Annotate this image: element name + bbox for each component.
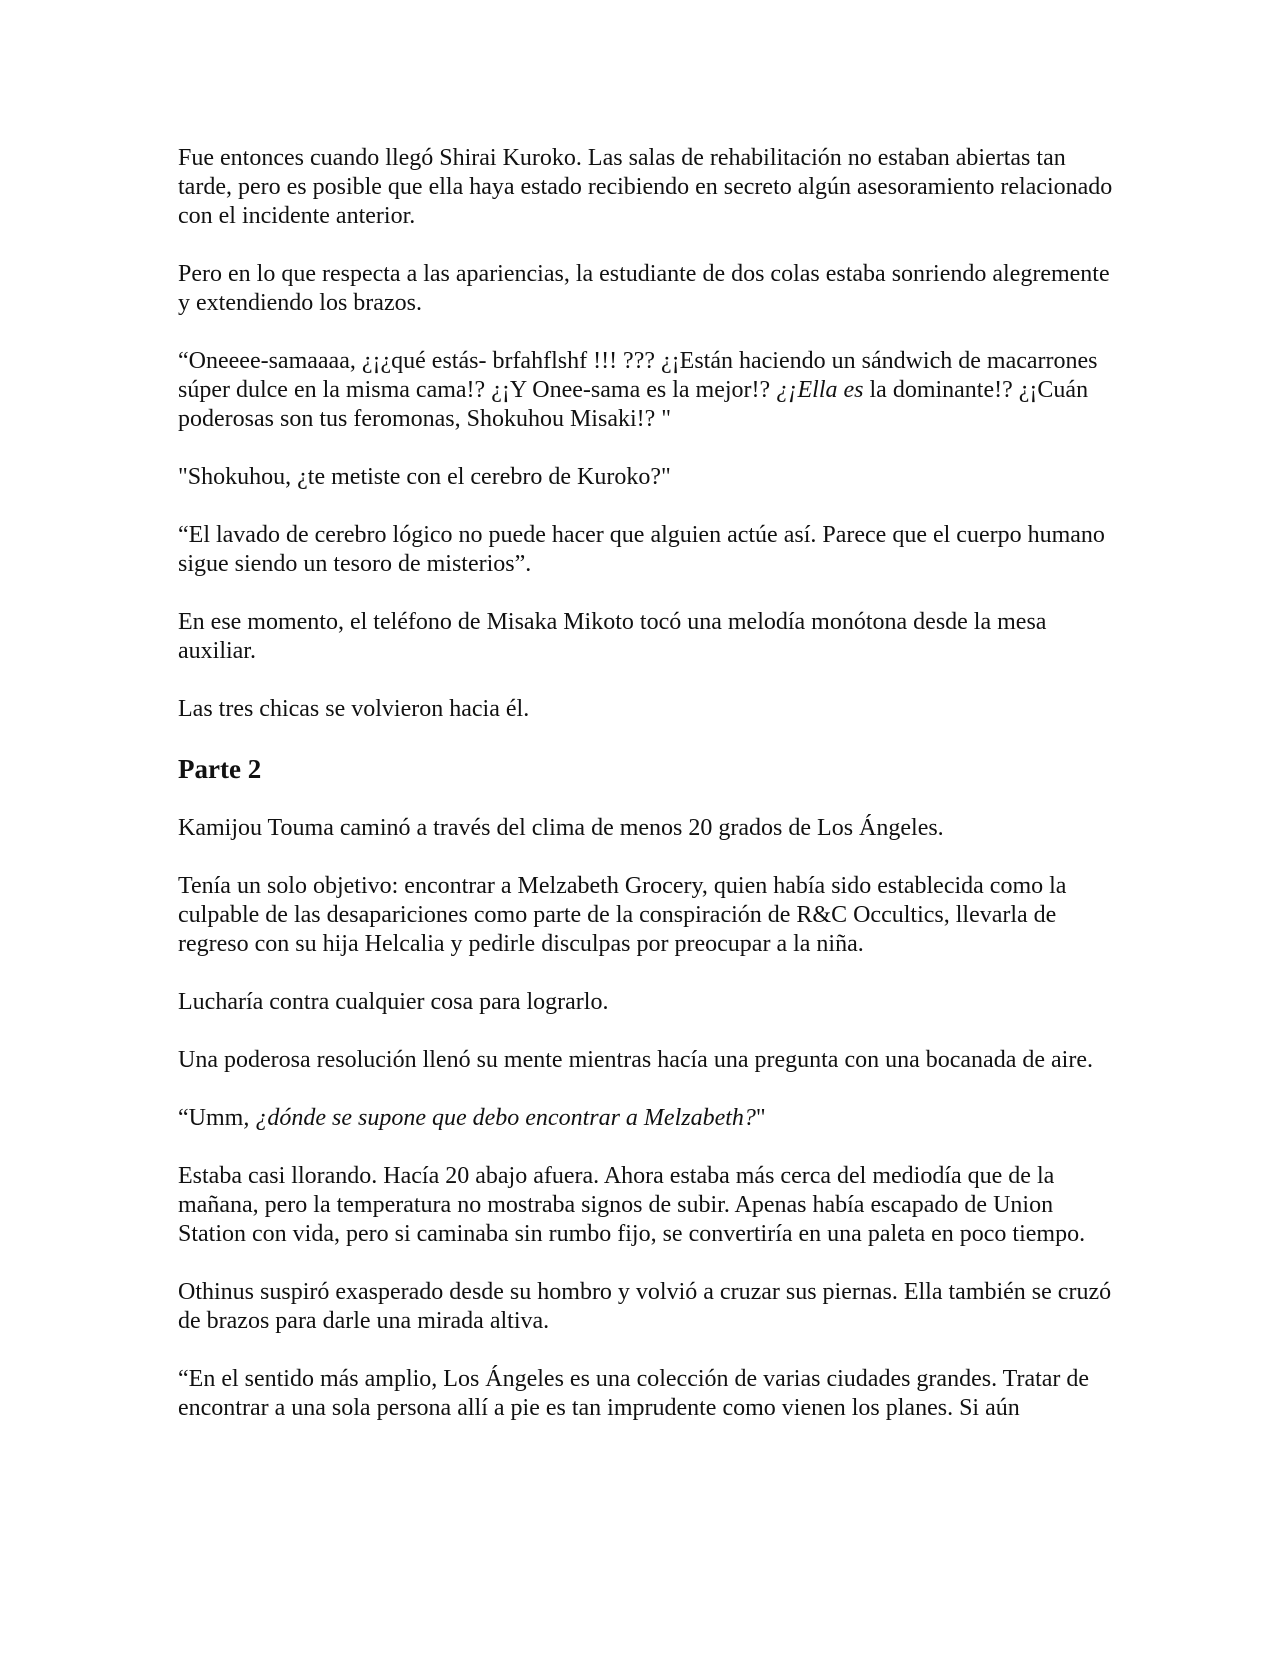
section-heading: Parte 2: [178, 754, 262, 784]
paragraph: [178, 1104, 1118, 1133]
paragraph: “En el sentido más amplio, Los Ángeles es una colección de varias ciudades grandes. Tratar de encontrar a una sola persona allí a pie es tan imprudente como vienen los planes. Si aún: [178, 1366, 1090, 1421]
paragraph: Pero en lo que respecta a las apariencias, la estudiante de dos colas estaba sonriendo alegremente y extendiendo los brazos.: [178, 261, 1110, 316]
paragraph: Estaba casi llorando. Hacía 20 abajo afuera. Ahora estaba más cerca del mediodía que de la mañana, pero la temperatura no mostraba signos de subir. Apenas había escapado de Union Station con vida, pero si caminaba sin rumbo fijo, se convertiría en una paleta en poco tiempo.: [178, 1163, 1086, 1247]
paragraph-text: “Umm: [178, 1105, 244, 1131]
paragraph: Lucharía contra cualquier cosa para lograrlo.: [178, 989, 609, 1015]
paragraph-italic-text: , ¿dónde se supone que debo encontrar a Melzabeth?: [243, 1105, 756, 1131]
paragraph: Una poderosa resolución llenó su mente mientras hacía una pregunta con una bocanada de aire.: [178, 1047, 1093, 1073]
paragraph: Tenía un solo objetivo: encontrar a Melzabeth Grocery, quien había sido establecida como la culpable de las desapariciones como parte de la conspiración de R&C Occultics, llevarla de regreso con su hija Helcalia y pedirle disculpas por preocupar a la niña.: [178, 873, 1067, 957]
paragraph: “El lavado de cerebro lógico no puede hacer que alguien actúe así. Parece que el cuerpo humano sigue siendo un tesoro de misterios”.: [178, 522, 1105, 577]
paragraph: En ese momento, el teléfono de Misaka Mikoto tocó una melodía monótona desde la mesa auxiliar.: [178, 609, 1047, 664]
paragraph-text: ": [755, 1105, 766, 1131]
paragraph: Fue entonces cuando llegó Shirai Kuroko. Las salas de rehabilitación no estaban abiertas tan tarde, pero es posible que ella haya estado recibiendo en secreto algún asesoramiento relacionado con el incidente anterior.: [178, 145, 1113, 229]
paragraph-text: la dominante!? ¿¡Cuán poderosas son tus feromonas, Shokuhou Misaki!? ": [178, 377, 1089, 432]
paragraph: [178, 347, 1118, 434]
paragraph: "Shokuhou, ¿te metiste con el cerebro de Kuroko?": [178, 464, 671, 490]
paragraph-italic-text: ¿¡Ella es: [776, 377, 864, 403]
paragraph: Las tres chicas se volvieron hacia él.: [178, 696, 530, 722]
paragraph: Othinus suspiró exasperado desde su hombro y volvió a cruzar sus piernas. Ella también se cruzó de brazos para darle una mirada altiva.: [178, 1279, 1112, 1334]
paragraph: Kamijou Touma caminó a través del clima de menos 20 grados de Los Ángeles.: [178, 815, 944, 841]
paragraph-text: “Oneeee-samaaaa, ¿¡¿qué estás- brfahflshf !!! ??? ¿¡Están haciendo un sándwich de macarrones súper dulce en la misma cama!? ¿¡Y Onee-sama es la mejor!?: [178, 348, 1098, 403]
document-page: [178, 144, 1118, 1423]
